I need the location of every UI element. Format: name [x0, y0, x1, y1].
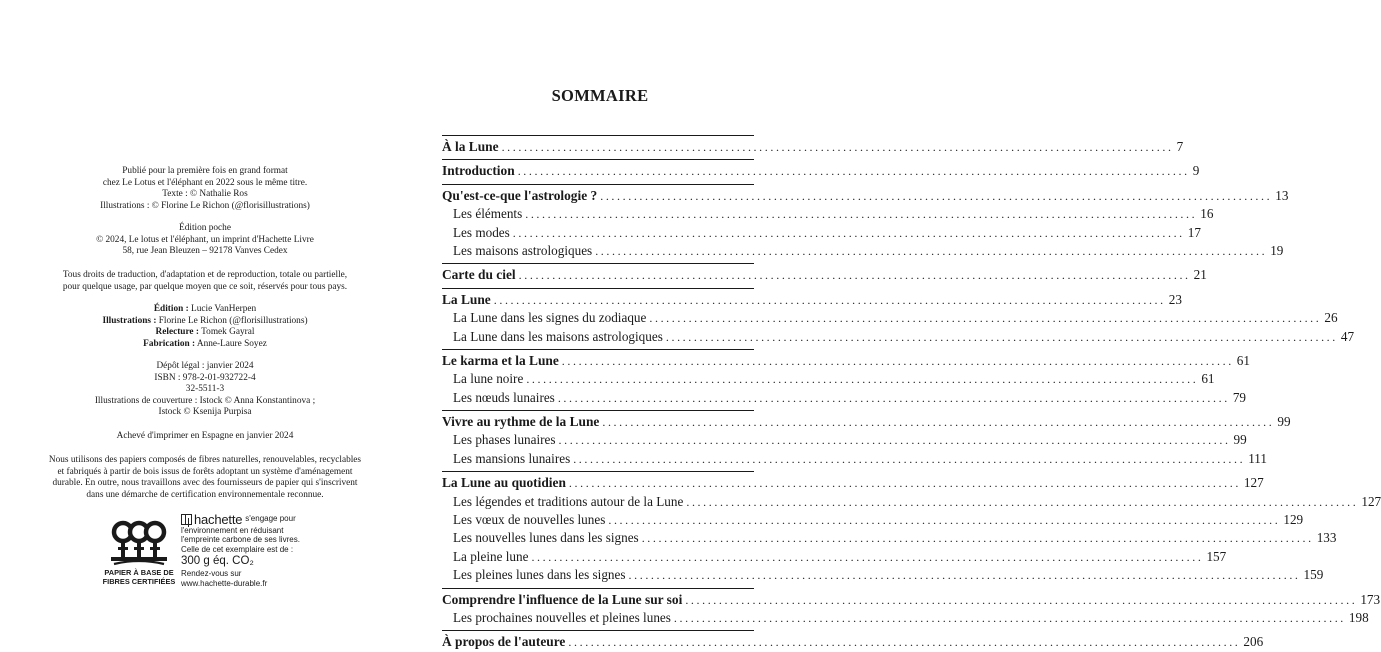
hachette-brand: hachette	[194, 512, 243, 527]
toc-subsection	[442, 493, 1381, 511]
section-divider	[442, 410, 754, 411]
toc-section	[442, 413, 1291, 431]
toc-subsection-page: 61	[1201, 371, 1215, 387]
toc-subsection-title: Les prochaines nouvelles et pleines lunes	[453, 609, 671, 625]
toc-subsection-title: La lune noire	[453, 371, 524, 387]
toc-subsection-title: La Lune dans les signes du zodiaque	[453, 310, 647, 326]
toc-subsection-title: Les modes	[453, 224, 510, 240]
paper-block	[10, 455, 400, 501]
toc-section-page: 61	[1236, 352, 1250, 368]
credit-line: Relecture : Tomek Gayral	[155, 327, 255, 338]
page-title: SOMMAIRE	[551, 86, 649, 105]
toc-subsection-page: 157	[1206, 548, 1227, 564]
hachette-line: l'environnement en réduisant	[181, 526, 284, 535]
toc-section-title: Introduction	[442, 163, 515, 179]
dot-leader: ........................................................................................................................	[673, 610, 1346, 625]
hachette-line: s'engage pour	[245, 514, 296, 523]
toc-subsection	[442, 370, 1215, 388]
dot-leader: ........................................................................................................................	[518, 268, 1191, 283]
carbon-amount: 300 g éq. CO₂	[181, 555, 254, 568]
toc-section-title: À propos de l'auteure	[442, 634, 566, 650]
poche-edition-block	[10, 223, 400, 258]
publication-block	[10, 166, 400, 212]
section-divider	[442, 135, 754, 136]
printed-line: Achevé d'imprimer en Espagne en janvier 2024	[116, 431, 294, 441]
toc-subsection-page: 16	[1200, 206, 1214, 222]
toc-subsection-title: Les nouvelles lunes dans les signes	[453, 530, 639, 546]
dot-leader: ........................................................................................................................	[517, 164, 1190, 179]
dot-leader: ........................................................................................................................	[685, 592, 1358, 607]
toc-section-title: La Lune au quotidien	[442, 475, 566, 491]
toc-subsection-title: Les phases lunaires	[453, 432, 556, 448]
credit-line: Fabrication : Anne-Laure Soyez	[143, 338, 267, 349]
dot-leader: ........................................................................................................................	[568, 476, 1241, 491]
section-divider	[442, 263, 754, 264]
publication-line: Illustrations : © Florine Le Richon (@florisillustrations)	[100, 200, 310, 211]
dot-leader: ........................................................................................................................	[526, 372, 1199, 387]
legal-line: 32-5511-3	[185, 384, 225, 395]
table-of-contents	[442, 132, 1381, 652]
toc-subsection-page: 79	[1232, 389, 1247, 405]
section-divider	[442, 588, 754, 589]
toc-subsection-page: 99	[1233, 432, 1247, 448]
section-divider	[442, 349, 754, 350]
toc-section	[442, 162, 1200, 180]
poche-line: 58, rue Jean Bleuzen – 92178 Vanves Cedex	[122, 246, 288, 257]
toc-subsection	[442, 566, 1324, 584]
toc-subsection-title: Les éléments	[453, 206, 523, 222]
dot-leader: ........................................................................................................................	[501, 140, 1174, 154]
toc-section-title: Comprendre l'influence de la Lune sur soi	[442, 591, 683, 607]
toc-subsection-title: La Lune dans les maisons astrologiques	[453, 328, 663, 344]
toc-subsection-page: 133	[1316, 530, 1337, 546]
toc-subsection	[442, 389, 1247, 407]
toc-section-page: 7	[1176, 139, 1184, 154]
toc-section-title: La Lune	[442, 291, 491, 307]
toc-subsection-title: Les vœux de nouvelles lunes	[453, 512, 606, 528]
toc-section-page: 21	[1193, 267, 1207, 283]
legal-line: ISBN : 978-2-01-932722-4	[154, 372, 256, 383]
legal-line: Dépôt légal : janvier 2024	[156, 361, 254, 371]
toc-section-page: 127	[1243, 475, 1264, 491]
section-divider	[442, 159, 754, 160]
toc-section	[442, 138, 1184, 156]
toc-section-title: À la Lune	[442, 139, 499, 154]
toc-subsection	[442, 242, 1284, 260]
toc-subsection-page: 159	[1303, 567, 1324, 583]
toc-subsection	[442, 205, 1214, 223]
dot-leader: ........................................................................................................................	[628, 568, 1301, 583]
dot-leader: ........................................................................................................................	[573, 451, 1246, 466]
credits-block	[10, 304, 400, 350]
toc-subsection	[442, 450, 1268, 468]
toc-section-title: Le karma et la Lune	[442, 352, 559, 368]
toc-section-page: 9	[1192, 163, 1200, 179]
dot-leader: ........................................................................................................................	[608, 513, 1281, 528]
toc-subsection	[442, 548, 1227, 566]
logo-caption: FIBRES CERTIFIÉES	[102, 577, 176, 586]
dot-leader: ........................................................................................................................	[531, 549, 1204, 564]
toc-subsection-title: Les nœuds lunaires	[453, 389, 555, 405]
dot-leader: ........................................................................................................................	[665, 329, 1338, 344]
printed-block	[10, 431, 400, 443]
dot-leader: ........................................................................................................................	[641, 531, 1314, 546]
dot-leader: ........................................................................................................................	[493, 292, 1166, 307]
section-divider	[442, 471, 754, 472]
dot-leader: ........................................................................................................................	[595, 243, 1268, 258]
toc-section-page: 23	[1168, 291, 1182, 307]
section-divider	[442, 288, 754, 289]
toc-section	[442, 352, 1250, 370]
toc-section	[442, 266, 1207, 284]
hachette-logo-icon	[181, 514, 192, 525]
logo-caption: PAPIER À BASE DE	[104, 568, 174, 577]
dot-leader: ........................................................................................................................	[600, 188, 1273, 203]
toc-section	[442, 633, 1264, 651]
dot-leader: ........................................................................................................................	[557, 390, 1230, 405]
hachette-line: Celle de cet exemplaire est de :	[181, 544, 294, 554]
toc-subsection-page: 127	[1361, 493, 1381, 509]
dot-leader: ........................................................................................................................	[561, 353, 1234, 368]
publication-line: Publié pour la première fois en grand format	[122, 166, 288, 176]
legal-block	[10, 361, 400, 419]
toc-section-page: 206	[1243, 634, 1264, 650]
toc-subsection-page: 111	[1248, 450, 1268, 466]
publication-line: chez Le Lotus et l'éléphant en 2022 sous le même titre.	[102, 177, 308, 188]
toc-section-title: Carte du ciel	[442, 267, 516, 283]
contents-page	[400, 0, 1381, 650]
toc-subsection	[442, 529, 1337, 547]
toc-subsection-title: La pleine lune	[453, 548, 529, 564]
section-divider	[442, 630, 754, 631]
hachette-carbon-block	[181, 514, 321, 588]
toc-subsection	[442, 431, 1247, 449]
dot-leader: ........................................................................................................................	[602, 415, 1275, 430]
toc-subsection-page: 129	[1283, 512, 1304, 528]
toc-section-page: 173	[1360, 591, 1381, 607]
dot-leader: ........................................................................................................................	[558, 433, 1231, 448]
dot-leader: ........................................................................................................................	[525, 207, 1198, 222]
toc-subsection-title: Les maisons astrologiques	[453, 242, 593, 258]
poche-line: © 2024, Le lotus et l'éléphant, un imprint d'Hachette Livre	[96, 234, 314, 245]
colophon-page	[0, 0, 400, 647]
toc-subsection-title: Les mansions lunaires	[453, 450, 571, 466]
poche-line: Édition poche	[179, 223, 231, 233]
toc-subsection-page: 47	[1340, 328, 1355, 344]
legal-line: Illustrations de couverture : Istock © Anna Konstantinova ;	[94, 395, 316, 406]
toc-subsection-page: 26	[1324, 310, 1338, 326]
paper-line: dans une démarche de certification environnementale reconnue.	[86, 489, 324, 500]
toc-subsection	[442, 511, 1304, 529]
dot-leader: ........................................................................................................................	[512, 225, 1185, 240]
toc-section-title: Qu'est-ce-que l'astrologie ?	[442, 187, 598, 203]
hachette-website: www.hachette-durable.fr	[181, 578, 268, 588]
toc-subsection-page: 17	[1187, 224, 1201, 240]
toc-section	[442, 187, 1289, 205]
certified-fibers-logo	[98, 517, 180, 586]
dot-leader: ........................................................................................................................	[686, 494, 1359, 509]
rights-block	[10, 270, 400, 293]
toc-subsection-page: 198	[1348, 609, 1369, 625]
paper-line: durable. En outre, nous travaillons avec des fournisseurs de papier qui s'inscrivent	[52, 478, 358, 489]
toc-section	[442, 591, 1381, 609]
toc-subsection	[442, 224, 1201, 242]
hachette-line: l'empreinte carbone de ses livres.	[181, 535, 300, 545]
toc-section-page: 99	[1277, 414, 1291, 430]
toc-section-title: Vivre au rythme de la Lune	[442, 414, 600, 430]
legal-line: Istock © Ksenija Purpisa	[158, 407, 252, 418]
toc-section	[442, 474, 1264, 492]
credit-line: Édition : Lucie VanHerpen	[153, 304, 257, 314]
dot-leader: ........................................................................................................................	[649, 311, 1322, 326]
dot-leader: ........................................................................................................................	[568, 635, 1241, 650]
toc-subsection-page: 19	[1270, 242, 1284, 258]
toc-subsection-title: Les légendes et traditions autour de la Lune	[453, 493, 684, 509]
rights-line: pour quelque usage, par quelque moyen que ce soit, réservés pour tous pays.	[62, 281, 348, 292]
toc-subsection-title: Les pleines lunes dans les signes	[453, 567, 626, 583]
paper-line: Nous utilisons des papiers composés de fibres naturelles, renouvelables, recyclables	[48, 455, 362, 465]
paper-line: et fabriqués à partir de bois issus de forêts adoptant un système d'aménagement	[57, 466, 353, 477]
section-divider	[442, 184, 754, 185]
publication-line: Texte : © Nathalie Ros	[162, 189, 248, 200]
toc-section	[442, 291, 1182, 309]
rights-line: Tous droits de traduction, d'adaptation et de reproduction, totale ou partielle,	[62, 270, 348, 280]
credit-line: Illustrations : Florine Le Richon (@florisillustrations)	[102, 315, 308, 326]
trees-icon	[109, 517, 169, 567]
hachette-line: Rendez-vous sur	[181, 569, 242, 579]
toc-subsection	[442, 309, 1338, 327]
toc-subsection	[442, 609, 1369, 627]
toc-section-page: 13	[1275, 187, 1289, 203]
toc-subsection	[442, 328, 1355, 346]
